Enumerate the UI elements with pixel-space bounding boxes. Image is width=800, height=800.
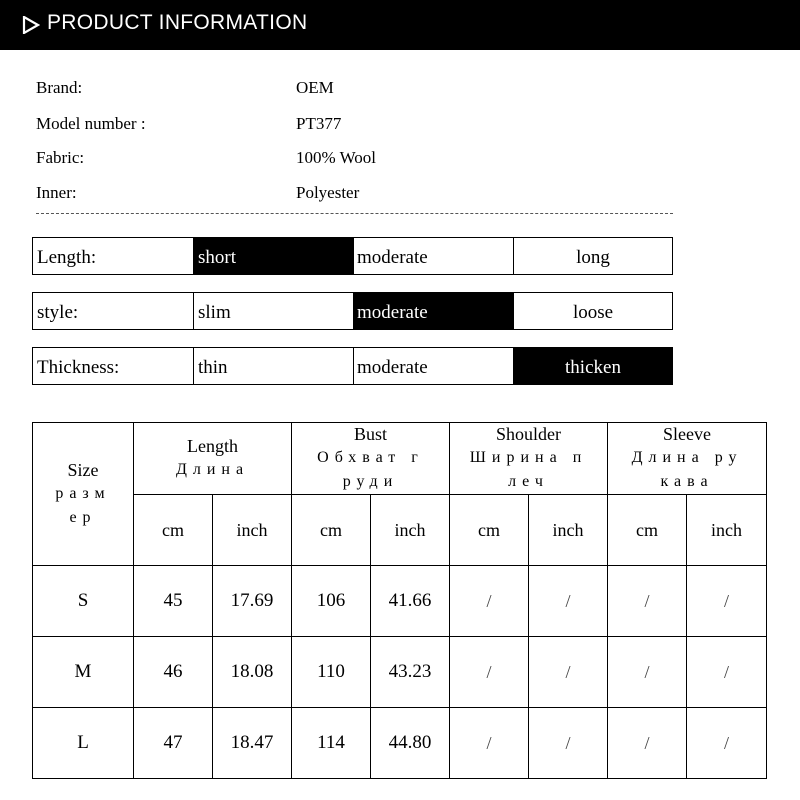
- group-header-ru-line2: леч: [508, 473, 549, 491]
- value-cell: 17.69: [213, 566, 292, 637]
- bust-header-cell: [292, 423, 450, 495]
- unit-cell: inch: [529, 495, 608, 566]
- option-loose: loose: [513, 293, 672, 329]
- group-header-en: Sleeve: [663, 424, 712, 444]
- size-cell: S: [33, 566, 134, 637]
- group-header-ru-line1: Длина ру: [631, 449, 743, 467]
- value-cell: /: [450, 566, 529, 637]
- size-chart-table: [32, 422, 767, 779]
- group-header-ru: Длина: [175, 461, 250, 479]
- section-title: PRODUCT INFORMATION: [47, 11, 308, 34]
- group-header-ru-line1: Обхват г: [317, 449, 424, 467]
- unit-cell: cm: [608, 495, 687, 566]
- unit-header-row: [33, 495, 767, 566]
- info-label: Inner:: [36, 183, 77, 202]
- group-header-en: Bust: [354, 424, 388, 444]
- group-header-ru-line1: Ширина п: [469, 449, 588, 467]
- info-value: Polyester: [296, 183, 360, 202]
- option-moderate: moderate: [353, 293, 513, 329]
- value-cell: 43.23: [371, 637, 450, 708]
- thickness-attribute-row: [32, 347, 673, 385]
- group-header-en: Shoulder: [496, 424, 562, 444]
- unit-cell: cm: [134, 495, 213, 566]
- value-cell: 18.47: [213, 708, 292, 779]
- attribute-label: style:: [37, 302, 79, 323]
- table-row: [33, 708, 767, 779]
- attribute-label: Thickness:: [37, 357, 120, 378]
- info-value: OEM: [296, 78, 334, 97]
- play-triangle-icon: [22, 16, 40, 34]
- value-cell: /: [529, 566, 608, 637]
- value-cell: 106: [292, 566, 371, 637]
- style-attribute-row: [32, 292, 673, 330]
- group-header-ru-line2: кава: [660, 473, 714, 491]
- value-cell: /: [687, 637, 767, 708]
- value-cell: /: [450, 708, 529, 779]
- unit-cell: inch: [371, 495, 450, 566]
- dashed-divider: [36, 213, 673, 214]
- value-cell: /: [450, 637, 529, 708]
- unit-cell: inch: [687, 495, 767, 566]
- size-cell: M: [33, 637, 134, 708]
- value-cell: 110: [292, 637, 371, 708]
- value-cell: 46: [134, 637, 213, 708]
- info-label: Brand:: [36, 78, 83, 97]
- sleeve-header-cell: [608, 423, 767, 495]
- value-cell: 47: [134, 708, 213, 779]
- value-cell: 45: [134, 566, 213, 637]
- option-thin: thin: [193, 348, 353, 384]
- info-label: Fabric:: [36, 148, 85, 167]
- value-cell: 44.80: [371, 708, 450, 779]
- option-short: short: [193, 238, 353, 274]
- info-value: 100% Wool: [296, 148, 377, 167]
- shoulder-header-cell: [450, 423, 608, 495]
- option-slim: slim: [193, 293, 353, 329]
- size-cell: L: [33, 708, 134, 779]
- table-row: [33, 637, 767, 708]
- value-cell: /: [608, 708, 687, 779]
- value-cell: 41.66: [371, 566, 450, 637]
- value-cell: /: [687, 566, 767, 637]
- size-header-ru-line1: разм: [55, 484, 111, 502]
- value-cell: /: [608, 566, 687, 637]
- table-row: [33, 566, 767, 637]
- option-long: long: [513, 238, 672, 274]
- attribute-label: Length:: [37, 247, 97, 268]
- length-header-cell: [134, 423, 292, 495]
- value-cell: /: [687, 708, 767, 779]
- unit-cell: cm: [450, 495, 529, 566]
- option-thicken: thicken: [513, 348, 672, 384]
- unit-cell: inch: [213, 495, 292, 566]
- value-cell: 114: [292, 708, 371, 779]
- unit-cell: cm: [292, 495, 371, 566]
- size-header-en: Size: [67, 459, 99, 480]
- table-header-row: [33, 423, 767, 495]
- length-attribute-row: [32, 237, 673, 275]
- info-label: Model number :: [36, 114, 146, 133]
- group-header-ru-line2: руди: [342, 473, 399, 491]
- info-value: PT377: [296, 114, 342, 133]
- group-header-en: Length: [187, 436, 238, 456]
- option-moderate: moderate: [353, 348, 513, 384]
- section-header: [0, 0, 800, 50]
- value-cell: 18.08: [213, 637, 292, 708]
- value-cell: /: [529, 637, 608, 708]
- value-cell: /: [529, 708, 608, 779]
- size-header-ru-line2: ер: [69, 508, 97, 526]
- size-header-cell: [33, 423, 134, 566]
- value-cell: /: [608, 637, 687, 708]
- option-moderate: moderate: [353, 238, 513, 274]
